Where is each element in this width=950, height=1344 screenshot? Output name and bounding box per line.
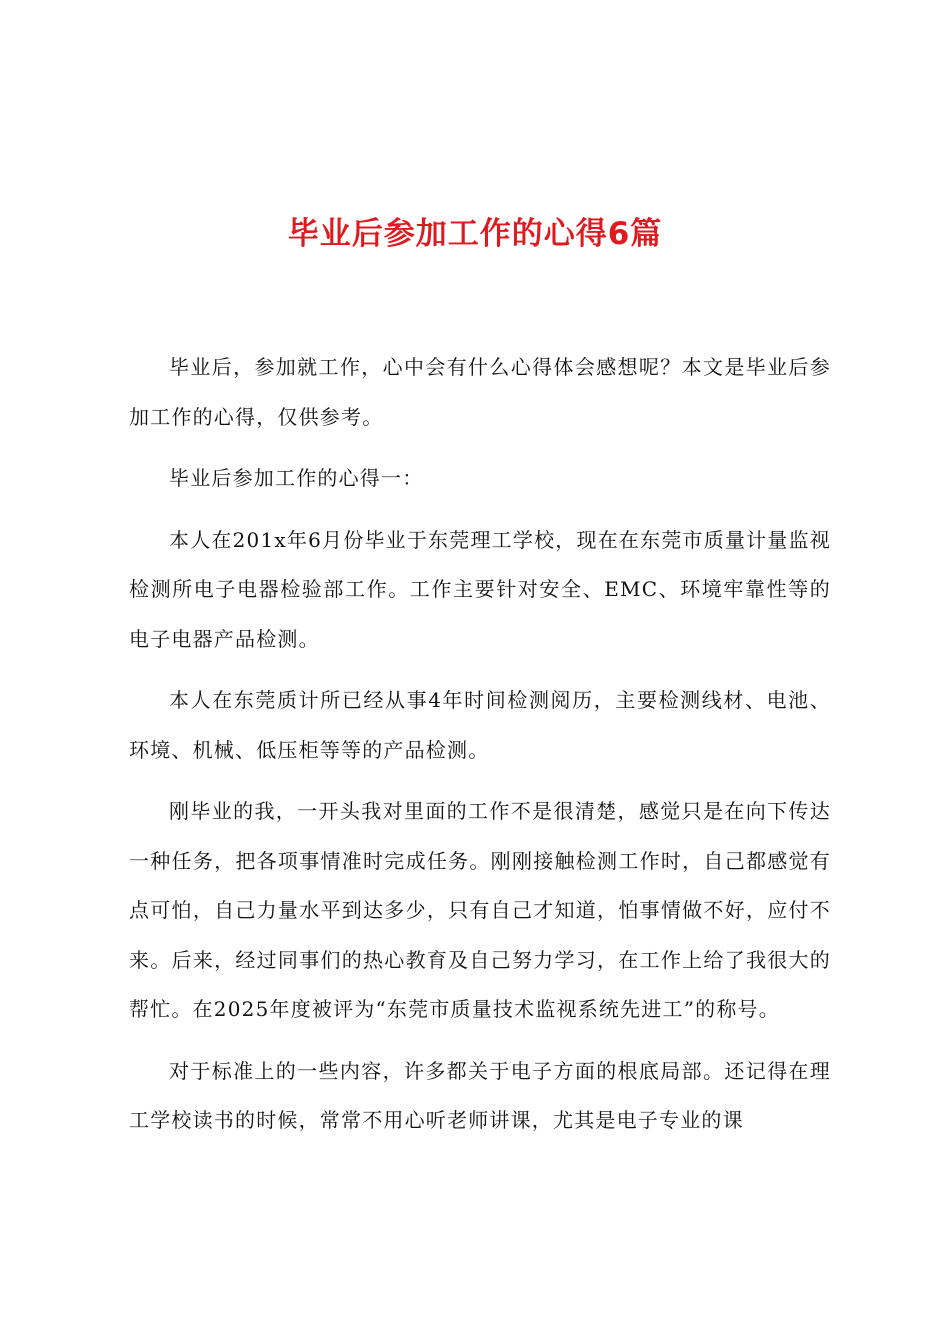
paragraph: 本人在东莞质计所已经从事4年时间检测阅历，主要检测线材、电池、环境、机械、低压柜等等的产品检测。 (129, 688, 831, 762)
document-body (129, 343, 831, 1158)
paragraph: 对于标准上的一些内容，许多都关于电子方面的根底局部。还记得在理工学校读书的时候，常常不用心听老师讲课，尤其是电子专业的课 (129, 1058, 831, 1132)
paragraph-section-heading: 毕业后参加工作的心得一： (169, 466, 424, 490)
document-title: 毕业后参加工作的心得6篇 (287, 216, 663, 252)
paragraph-intro: 毕业后，参加就工作，心中会有什么心得体会感想呢？本文是毕业后参加工作的心得，仅供参考。 (129, 355, 831, 429)
paragraph: 刚毕业的我，一开头我对里面的工作不是很清楚，感觉只是在向下传达一种任务，把各项事情准时完成任务。刚刚接触检测工作时，自己都感觉有点可怕，自己力量水平到达多少，只有自己才知道，怕事情做不好，应付不来。后来，经过同事们的热心教育及自己努力学习，在工作上给了我很大的帮忙。在2025年度被评为“东莞市质量技术监视系统先进工”的称号。 (129, 799, 831, 1021)
paragraph: 本人在201x年6月份毕业于东莞理工学校，现在在东莞市质量计量监视检测所电子电器检验部工作。工作主要针对安全、EMC、环境牢靠性等的电子电器产品检测。 (129, 527, 831, 651)
